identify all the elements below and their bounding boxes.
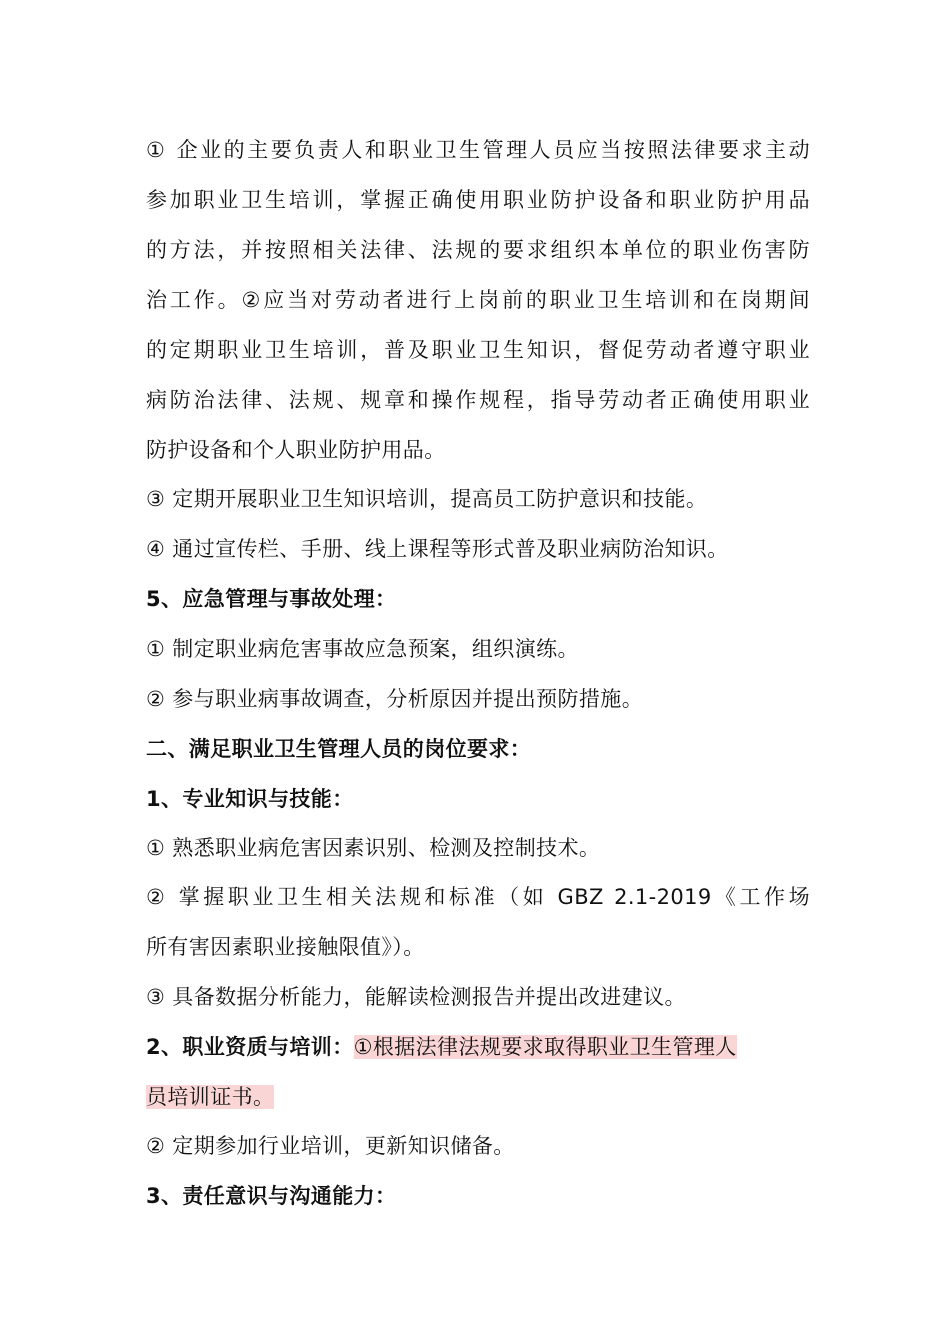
paragraph-line: 的定期职业卫生培训，普及职业卫生知识，督促劳动者遵守职业	[146, 338, 810, 362]
list-item: ③ 具备数据分析能力，能解读检测报告并提出改进建议。	[146, 985, 686, 1009]
paragraph-line: 的方法，并按照相关法律、法规的要求组织本单位的职业伤害防	[146, 238, 810, 262]
list-item: ③ 定期开展职业卫生知识培训，提高员工防护意识和技能。	[146, 487, 708, 511]
paragraph-line: 参加职业卫生培训，掌握正确使用职业防护设备和职业防护用品	[146, 188, 810, 212]
highlighted-text: 员培训证书。	[146, 1085, 275, 1109]
section-heading: 1、专业知识与技能：	[146, 787, 354, 811]
highlighted-text: ①根据法律法规要求取得职业卫生管理人	[353, 1035, 737, 1059]
list-item: ④ 通过宣传栏、手册、线上课程等形式普及职业病防治知识。	[146, 537, 729, 561]
list-item: ② 掌握职业卫生相关法规和标准（如 GBZ 2.1-2019《工作场	[146, 885, 810, 909]
list-item-continuation: 所有害因素职业接触限值》）。	[146, 935, 425, 959]
highlighted-line	[146, 1077, 810, 1117]
paragraph-line: 病防治法律、法规、规章和操作规程，指导劳动者正确使用职业	[146, 388, 810, 412]
chapter-heading: 二、满足职业卫生管理人员的岗位要求：	[146, 737, 532, 761]
paragraph-line: ① 企业的主要负责人和职业卫生管理人员应当按照法律要求主动	[146, 138, 810, 162]
section-heading: 2、职业资质与培训：	[146, 1035, 354, 1059]
section-heading-line	[146, 1027, 810, 1067]
paragraph-line: 防护设备和个人职业防护用品。	[146, 438, 446, 462]
section-heading: 3、责任意识与沟通能力：	[146, 1184, 397, 1208]
list-item: ① 熟悉职业病危害因素识别、检测及控制技术。	[146, 836, 601, 860]
paragraph-line: 治工作。②应当对劳动者进行上岗前的职业卫生培训和在岗期间	[146, 288, 810, 312]
section-heading: 5、应急管理与事故处理：	[146, 587, 397, 611]
list-item: ② 参与职业病事故调查，分析原因并提出预防措施。	[146, 687, 644, 711]
list-item: ② 定期参加行业培训，更新知识储备。	[146, 1134, 515, 1158]
list-item: ① 制定职业病危害事故应急预案，组织演练。	[146, 637, 579, 661]
